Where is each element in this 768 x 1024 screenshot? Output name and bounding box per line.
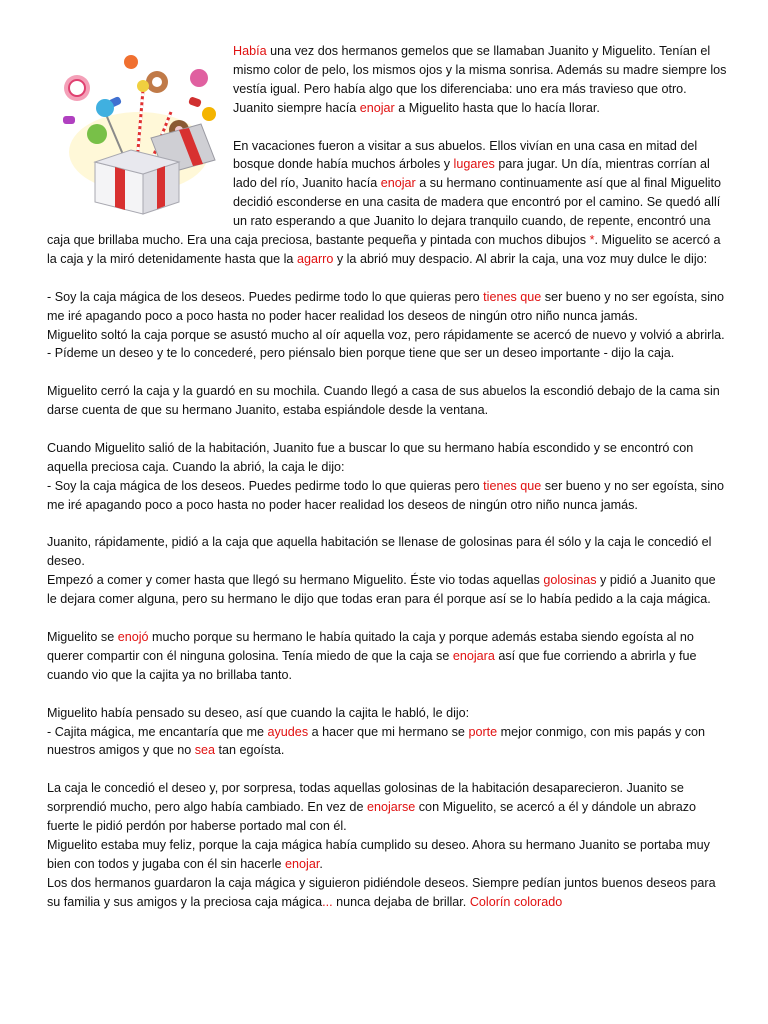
text-run: - Pídeme un deseo y te lo concederé, pero piénsalo bien porque tiene que ser un deseo importante - dijo la caja. bbox=[47, 346, 675, 361]
text-run: Miguelito se bbox=[47, 630, 118, 644]
text-run: Miguelito estaba muy feliz, porque la caja mágica había cumplido su deseo. Ahora su hermano Juanito se portaba muy bien con todos y jugaba con él sin hacerle bbox=[47, 837, 710, 871]
story-text bbox=[47, 42, 727, 930]
highlighted-word: tienes que bbox=[483, 478, 542, 493]
text-run: y pidió a Juanito que le dejara comer alguna, pero su hermano le dijo que todas eran para él porque así se lo había pedido a la caja mágica. bbox=[47, 573, 716, 607]
text-run: Los dos hermanos guardaron la caja mágica y siguieron pidiéndole deseos. Siempre pedían juntos buenos deseos para su familia y sus amigos y la preciosa caja mágica bbox=[47, 875, 716, 909]
text-run: Cuando Miguelito salió de la habitación, Juanito fue a buscar lo que su hermano había escondido y se encontró con aquella preciosa caja. Cuando la abrió, la caja le dijo: bbox=[47, 440, 694, 474]
highlighted-word: enojar bbox=[359, 100, 395, 115]
text-run: una vez dos hermanos gemelos que se llamaban Juanito y Miguelito. Tenían el mismo color de pelo, los mismos ojos y la misma sonrisa. Además su madre siempre los vestía igual. Pero había algo que los diferenciaba: uno era más travieso que otro. Juanito siempre hacía bbox=[233, 44, 727, 115]
text-run: - Soy la caja mágica de los deseos. Puedes pedirme todo lo que quieras pero bbox=[47, 478, 484, 493]
highlighted-word: porte bbox=[468, 724, 498, 739]
text-run: Juanito, rápidamente, pidió a la caja que aquella habitación se llenase de golosinas para él sólo y la caja le concedió el deseo. bbox=[47, 535, 712, 569]
highlighted-word: sea bbox=[194, 743, 216, 758]
highlighted-word: ayudes bbox=[267, 724, 309, 739]
story-paragraph bbox=[47, 628, 727, 685]
text-run: con Miguelito, se acercó a él y dándole un abrazo fuerte le pidió perdón por haberse portado mal con él. bbox=[47, 800, 696, 834]
text-run: La caja le concedió el deseo y, por sorpresa, todas aquellas golosinas de la habitación desaparecieron. Juanito se sorprendió mucho, pero algo había cambiado. En vez de bbox=[47, 781, 684, 815]
highlighted-word: enojar bbox=[380, 176, 416, 191]
text-run: así que fue corriendo a abrirla y fue cuando vio que la cajita ya no brillaba tanto. bbox=[47, 648, 697, 682]
highlighted-word: enojar bbox=[285, 856, 320, 871]
text-run: nunca dejaba de brillar. bbox=[332, 894, 470, 909]
text-run: y la abrió muy despacio. Al abrir la caja, una voz muy dulce le dijo: bbox=[333, 251, 708, 266]
highlighted-word: enojara bbox=[452, 648, 495, 663]
highlighted-word: golosinas bbox=[543, 573, 597, 588]
highlighted-word: enojó bbox=[117, 630, 149, 644]
story-paragraph bbox=[47, 288, 727, 364]
highlighted-word: Colorín colorado bbox=[469, 894, 563, 909]
story-paragraph bbox=[47, 704, 727, 761]
story-paragraph bbox=[47, 533, 727, 609]
text-run: - Cajita mágica, me encantaría que me bbox=[47, 724, 268, 739]
text-run: Miguelito soltó la caja porque se asustó mucho al oír aquella voz, pero rápidamente se acercó de nuevo y volvió a abrirla. bbox=[47, 327, 725, 342]
highlighted-word: tienes que bbox=[483, 289, 542, 304]
text-run: - Soy la caja mágica de los deseos. Puedes pedirme todo lo que quieras pero bbox=[47, 289, 484, 304]
highlighted-word: lugares bbox=[453, 157, 495, 172]
highlighted-word: enojarse bbox=[366, 800, 416, 815]
text-run: Empezó a comer y comer hasta que llegó su hermano Miguelito. Éste vio todas aquellas bbox=[47, 573, 544, 588]
text-run: En vacaciones fueron a visitar a sus abuelos. Ellos vivían en una casa en mitad del bosque donde había muchos árboles y bbox=[233, 138, 698, 172]
text-run: a su hermano continuamente así que al final Miguelito decidió esconderse en una casita de madera que encontró por el camino. Se quedó allí un rato esperando a que Juanito lo dejara tranquilo cuando, de repente, encontró una caja que brillaba mucho. Era una caja preciosa, bastante pequeña y pintada con muchos dibujos bbox=[47, 176, 721, 248]
story-paragraph bbox=[47, 779, 727, 911]
text-run: ser bueno y no ser egoísta, sino me iré apagando poco a poco hasta no poder hacer realidad los deseos de ningún otro niño nunca jamás. bbox=[47, 478, 725, 512]
highlighted-word: Había bbox=[233, 44, 267, 58]
text-run: Miguelito había pensado su deseo, así que cuando la cajita le habló, le dijo: bbox=[47, 705, 470, 720]
text-run: mejor conmigo, con mis papás y con nuestros amigos y que no bbox=[47, 724, 706, 758]
highlighted-word: ... bbox=[322, 894, 333, 909]
highlighted-word: agarro bbox=[296, 251, 334, 266]
story-paragraph bbox=[47, 382, 727, 420]
text-run: . Miguelito se acercó a la caja y la miró detenidamente hasta que la bbox=[47, 233, 721, 266]
text-run: Miguelito cerró la caja y la guardó en su mochila. Cuando llegó a casa de sus abuelos la escondió debajo de la cama sin darse cuenta de que su hermano Juanito, estaba espiándole desde la ventana. bbox=[47, 384, 720, 418]
text-run: mucho porque su hermano le había quitado la caja y porque además estaba siendo egoísta al no querer compartir con él ninguna golosina. Tenía miedo de que la caja se bbox=[47, 630, 694, 663]
text-run: tan egoísta. bbox=[215, 743, 285, 758]
text-run: a hacer que mi hermano se bbox=[308, 724, 469, 739]
gift-box-candy-icon bbox=[39, 42, 227, 217]
story-paragraph bbox=[47, 439, 727, 515]
gift-box-illustration bbox=[39, 42, 227, 217]
text-run: . bbox=[319, 856, 323, 871]
highlighted-word: * bbox=[589, 233, 595, 248]
text-run: para jugar. Un día, mientras corrían al lado del río, Juanito hacía bbox=[233, 157, 710, 191]
text-run: ser bueno y no ser egoísta, sino me iré apagando poco a poco hasta no poder hacer realidad los deseos de ningún otro niño nunca jamás. bbox=[47, 289, 725, 323]
text-run: a Miguelito hasta que lo hacía llorar. bbox=[394, 100, 600, 115]
